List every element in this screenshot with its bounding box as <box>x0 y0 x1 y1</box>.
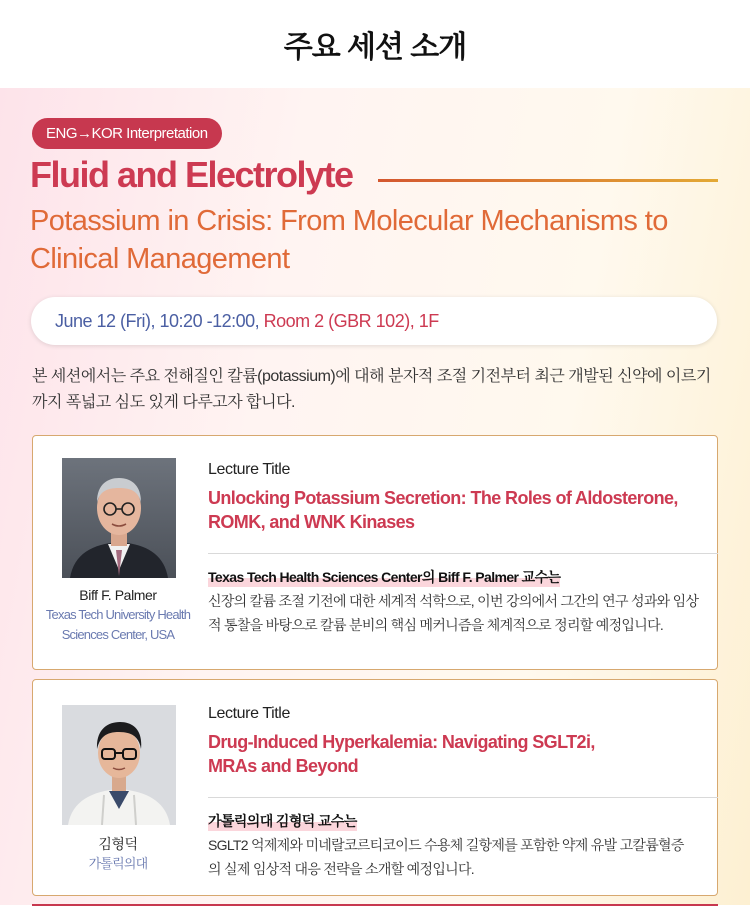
lecture-title-label: Lecture Title <box>208 705 290 722</box>
card-divider <box>208 553 718 554</box>
next-lecture-card-edge <box>32 904 718 916</box>
session-section <box>0 88 750 905</box>
lecture-title-label: Lecture Title <box>208 461 290 478</box>
speaker-bio <box>208 811 708 881</box>
session-date-time: June 12 (Fri), 10:20 -12:00, <box>55 310 260 331</box>
lecture-card <box>32 435 718 670</box>
speaker-info <box>33 586 203 645</box>
session-subtitle: Potassium in Crisis: From Molecular Mechanisms to Clinical Management <box>30 205 668 275</box>
speaker-photo <box>62 458 176 578</box>
interpretation-badge: ENG→KOR Interpretation <box>32 118 222 149</box>
lecture-card <box>32 679 718 896</box>
page-header <box>0 0 750 88</box>
speaker-bio <box>208 567 708 637</box>
speaker-name: 김형덕 <box>98 836 138 852</box>
card-divider <box>208 797 718 798</box>
bio-text: 신장의 칼륨 조절 기전에 대한 세계적 석학으로, 이번 강의에서 그간의 연구 성과와 임상적 통찰을 바탕으로 칼륨 분비의 핵심 메커니즘을 체계적으로 정리할 예정입니다. <box>208 593 699 633</box>
speaker-photo <box>62 705 176 825</box>
page-title: 주요 세션 소개 <box>283 31 467 64</box>
bio-heading: 가톨릭의대 김형덕 교수는 <box>208 813 357 829</box>
session-room: Room 2 (GBR 102), 1F <box>263 310 439 331</box>
lecture-title: Drug-Induced Hyperkalemia: Navigating SGLT2i, MRAs and Beyond <box>208 732 595 776</box>
speaker-affiliation: Texas Tech University Health Sciences Center, USA <box>45 607 191 642</box>
title-divider-line <box>378 179 718 182</box>
lecture-info <box>208 705 703 778</box>
speaker-info <box>33 835 203 874</box>
bio-heading: Texas Tech Health Sciences Center의 Biff F. Palmer 교수는 <box>208 569 561 585</box>
lecture-title: Unlocking Potassium Secretion: The Roles of Aldosterone, ROMK, and WNK Kinases <box>208 488 678 532</box>
speaker-affiliation: 가톨릭의대 <box>88 856 148 871</box>
bio-text: SGLT2 억제제와 미네랄코르티코이드 수용체 길항제를 포함한 약제 유발 고칼륨혈증의 실제 임상적 대응 전략을 소개할 예정입니다. <box>208 837 684 877</box>
speaker-name: Biff F. Palmer <box>79 587 157 603</box>
lecture-info <box>208 461 703 534</box>
session-description: 본 세션에서는 주요 전해질인 칼륨(potassium)에 대해 분자적 조절 기전부터 최근 개발된 신약에 이르기까지 폭넓고 심도 있게 다루고자 합니다. <box>32 368 711 411</box>
session-info-pill <box>31 297 717 345</box>
session-track-title: Fluid and Electrolyte <box>30 154 353 195</box>
